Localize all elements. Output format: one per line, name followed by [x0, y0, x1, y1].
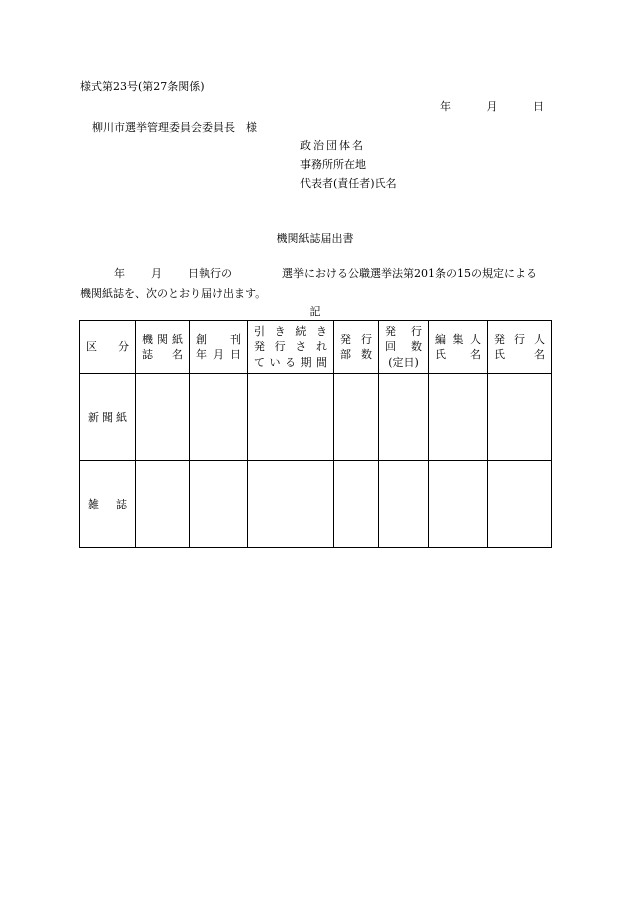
- column-header-char: さ: [295, 340, 307, 354]
- table-entry-cell[interactable]: [136, 374, 190, 461]
- date-day-label: 日: [533, 100, 544, 113]
- column-header-char: 発: [494, 332, 505, 346]
- column-header-line: [136, 347, 189, 362]
- column-header-char: 発: [254, 340, 265, 354]
- table-entry-cell[interactable]: [379, 374, 429, 461]
- table-entry-cell[interactable]: [429, 461, 488, 548]
- column-header-char: 行: [361, 332, 372, 346]
- column-header-line: [248, 355, 333, 370]
- column-header-char: 名: [172, 348, 183, 361]
- column-header-6: [429, 321, 488, 374]
- column-header-char: 機: [142, 332, 153, 346]
- column-header-line: [488, 332, 551, 347]
- column-header-char: き: [315, 324, 327, 338]
- column-header-char: 続: [295, 324, 307, 338]
- table-entry-cell[interactable]: [248, 461, 334, 548]
- column-header-char: 誌: [142, 348, 153, 361]
- column-header-line: [379, 355, 428, 370]
- table-row-magazine: [80, 461, 552, 548]
- body-line-1: [80, 267, 537, 281]
- column-header-line: [190, 347, 247, 362]
- applicant-representative-label: 代表者(責任者)氏名: [300, 177, 397, 190]
- row-label-cell: [80, 374, 136, 461]
- table-entry-cell[interactable]: [190, 461, 248, 548]
- column-header-char: 名: [470, 348, 481, 361]
- body-election-clause: 選挙における公職選挙法第201条の15の規定による: [282, 267, 537, 280]
- column-header-line: [190, 332, 247, 347]
- row-label-char: 新: [88, 411, 99, 424]
- column-header-line: [248, 339, 333, 354]
- column-header-char: 間: [316, 355, 327, 369]
- column-header-char: 区: [86, 340, 97, 354]
- column-header-char: れ: [315, 340, 327, 354]
- column-header-line: [334, 332, 378, 347]
- table-entry-cell[interactable]: [488, 461, 552, 548]
- column-header-char: 紙: [172, 332, 183, 346]
- column-header-char: 行: [274, 340, 286, 354]
- row-label-char: 誌: [116, 498, 127, 511]
- column-header-line: [248, 324, 333, 339]
- row-label-char: 聞: [102, 411, 113, 424]
- column-header-line: [429, 347, 487, 362]
- body-day-executed: 日執行の: [188, 267, 232, 280]
- table-entry-cell[interactable]: [379, 461, 429, 548]
- column-header-char: 数: [361, 348, 372, 361]
- column-header-1: [136, 321, 190, 374]
- column-header-7: [488, 321, 552, 374]
- column-header-line: [379, 324, 428, 339]
- column-header-char: 人: [470, 332, 481, 346]
- row-label-cell: [80, 461, 136, 548]
- column-header-char: 月: [213, 348, 224, 361]
- table-entry-cell[interactable]: [488, 374, 552, 461]
- row-label: [80, 496, 135, 512]
- column-header-char: 行: [411, 324, 422, 338]
- column-header-char: 日: [230, 348, 241, 361]
- table-header-row: [80, 321, 552, 374]
- column-header-4: [334, 321, 379, 374]
- notification-table: [79, 320, 552, 548]
- column-header-5: [379, 321, 429, 374]
- form-number: 様式第23号(第27条関係): [80, 80, 205, 93]
- applicant-org-name-label: 政治団体名: [300, 139, 365, 152]
- table-entry-cell[interactable]: [248, 374, 334, 461]
- column-header-char: 編: [435, 332, 446, 346]
- column-header-char: る: [285, 355, 296, 369]
- column-header-char: 数: [411, 340, 422, 354]
- column-header-line: [379, 339, 428, 354]
- column-header-line: [136, 332, 189, 347]
- column-header-line: [429, 332, 487, 347]
- column-header-char: 部: [340, 348, 351, 361]
- column-header-char: 氏: [494, 348, 505, 361]
- column-header-char: 刊: [230, 332, 241, 346]
- row-label: [80, 409, 135, 425]
- row-label-char: 雑: [88, 498, 99, 511]
- column-header-char: 回: [385, 340, 396, 354]
- column-header-char: 創: [196, 332, 207, 346]
- document-title: 機関紙誌届出書: [276, 232, 354, 245]
- table-entry-cell[interactable]: [429, 374, 488, 461]
- column-header-char: き: [274, 324, 286, 338]
- column-header-char: 発: [340, 332, 351, 346]
- column-header-3: [248, 321, 334, 374]
- column-header-line: [488, 347, 551, 362]
- date-year-label: 年: [440, 100, 451, 113]
- column-header-line: [334, 347, 378, 362]
- column-header-char: 集: [452, 332, 464, 346]
- column-header-char: て: [254, 355, 265, 369]
- column-header-char: 名: [534, 348, 545, 361]
- body-line-2: 機関紙誌を、次のとおり届け出ます。: [80, 287, 267, 300]
- column-header-char: 関: [157, 332, 168, 346]
- column-header-char: 期: [300, 355, 312, 369]
- column-header-char: 人: [534, 332, 545, 346]
- column-header-char: 引: [254, 324, 265, 338]
- body-year-label: 年: [114, 267, 125, 280]
- table-entry-cell[interactable]: [136, 461, 190, 548]
- table-entry-cell[interactable]: [190, 374, 248, 461]
- date-month-label: 月: [486, 100, 498, 113]
- column-header-char: 年: [196, 348, 207, 361]
- column-header-2: [190, 321, 248, 374]
- column-header-char: い: [269, 355, 281, 369]
- table-entry-cell[interactable]: [334, 461, 379, 548]
- body-month-label: 月: [151, 267, 162, 280]
- column-header-char: (定日): [388, 355, 419, 369]
- column-header-line: [80, 339, 135, 354]
- row-label-char: 紙: [116, 411, 127, 424]
- addressee: 柳川市選挙管理委員会委員長 様: [92, 121, 257, 134]
- ki-heading: 記: [309, 305, 321, 318]
- date-line: [440, 100, 544, 114]
- column-header-0: [80, 321, 136, 374]
- table-row-newspaper: [80, 374, 552, 461]
- column-header-char: 発: [385, 324, 396, 338]
- applicant-office-label: 事務所所在地: [300, 158, 366, 171]
- column-header-char: 行: [514, 332, 525, 346]
- column-header-char: 分: [118, 340, 129, 354]
- column-header-char: 氏: [435, 348, 446, 361]
- table-entry-cell[interactable]: [334, 374, 379, 461]
